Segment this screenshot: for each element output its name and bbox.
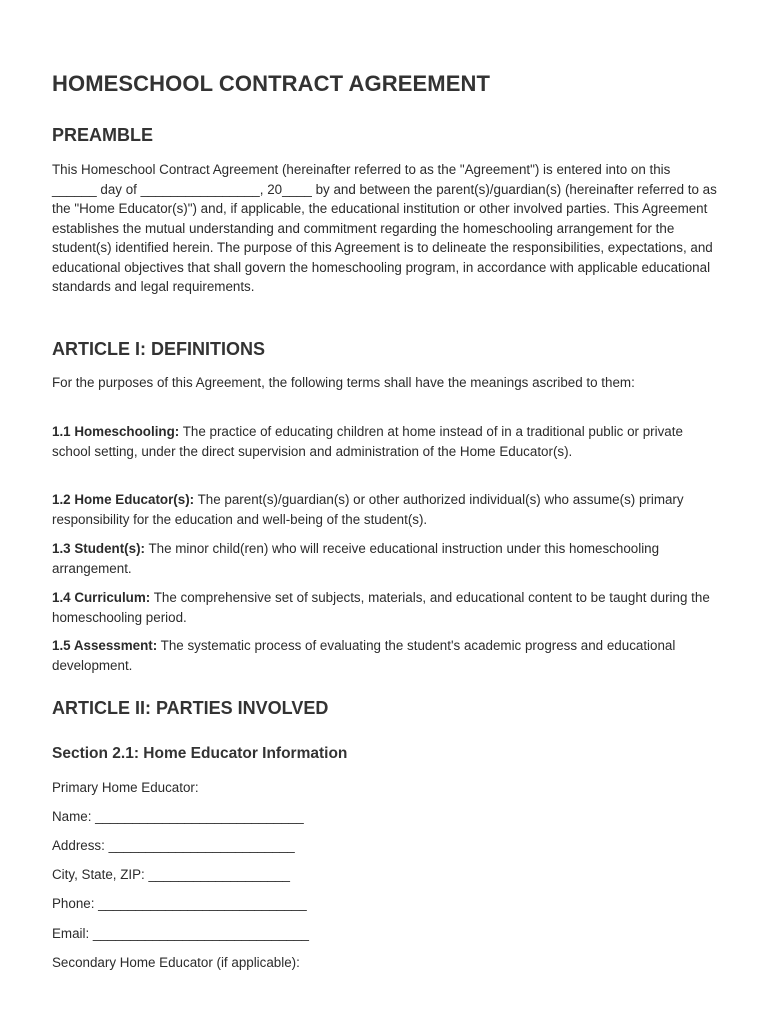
article-2-heading: ARTICLE II: PARTIES INVOLVED [52, 698, 329, 718]
document-title: HOMESCHOOL CONTRACT AGREEMENT [52, 71, 491, 96]
name-field[interactable]: Name: ____________________________ [52, 809, 304, 824]
definition-1-5: 1.5 Assessment: The systematic process of evaluating the student's academic progress and educational development. [52, 638, 676, 673]
phone-field[interactable]: Phone: ____________________________ [52, 896, 307, 911]
article-1-heading: ARTICLE I: DEFINITIONS [52, 339, 265, 359]
secondary-educator-label: Secondary Home Educator (if applicable): [52, 955, 300, 970]
article-1-intro: For the purposes of this Agreement, the following terms shall have the meanings ascribed to them: [52, 375, 635, 390]
definition-1-2: 1.2 Home Educator(s): The parent(s)/guardian(s) or other authorized individual(s) who assume(s) primary responsibility for the education and well-being of the student(s). [52, 492, 684, 527]
definition-1-4: 1.4 Curriculum: The comprehensive set of subjects, materials, and educational content to be taught during the homeschooling period. [52, 590, 710, 625]
city-state-zip-field[interactable]: City, State, ZIP: ___________________ [52, 867, 290, 882]
address-field[interactable]: Address: _________________________ [52, 838, 295, 853]
email-field[interactable]: Email: _____________________________ [52, 926, 309, 941]
definition-1-3: 1.3 Student(s): The minor child(ren) who will receive educational instruction under this homeschooling arrangement. [52, 541, 660, 576]
definition-1-1: 1.1 Homeschooling: The practice of educating children at home instead of in a traditional public or private school setting, under the direct supervision and administration of the Home Educator(s). [52, 424, 683, 459]
preamble-text: This Homeschool Contract Agreement (hereinafter referred to as the "Agreement") is entered into on this ______ day of ________________, 20____ by and between the parent(s)/guardian(s) (hereinafter referred to as the "Home Educator(s)") and, if applicable, the educational institution or other involved parties. This Agreement establishes the mutual understanding and commitment regarding the homeschooling arrangement for the student(s) identified herein. The purpose of this Agreement is to delineate the responsibilities, expectations, and educational objectives that shall govern the homeschooling program, in accordance with applicable educational standards and legal requirements. [52, 162, 717, 294]
preamble-heading: PREAMBLE [52, 125, 154, 145]
primary-educator-label: Primary Home Educator: [52, 780, 199, 795]
section-2-1-heading: Section 2.1: Home Educator Information [52, 745, 348, 762]
